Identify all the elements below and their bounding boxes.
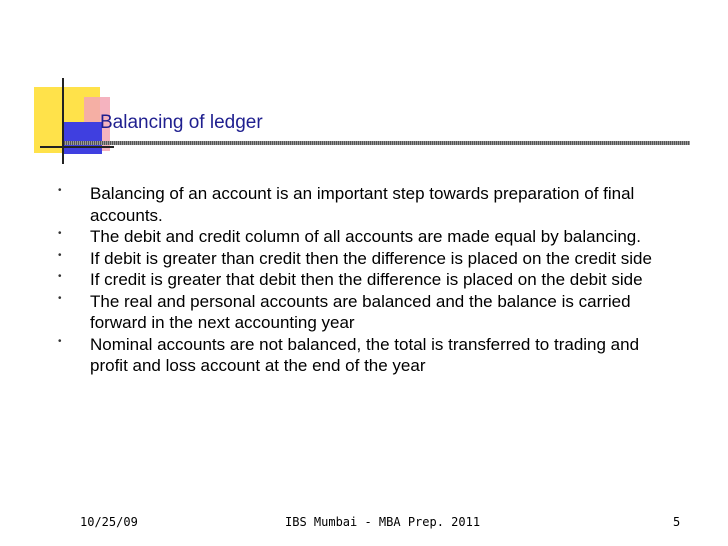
bullet-text: Balancing of an account is an important step towards preparation of final accounts. xyxy=(90,184,635,225)
footer-center-text: IBS Mumbai - MBA Prep. 2011 xyxy=(285,515,481,529)
bullet-dot-icon: • xyxy=(58,249,62,261)
slide-title: Balancing of ledger xyxy=(100,112,263,133)
bullet-text: Nominal accounts are not balanced, the total is transferred to trading and profit and loss account at the end of the year xyxy=(90,334,640,375)
bullet-dot-icon: • xyxy=(58,292,62,304)
decorative-vertical-line xyxy=(62,78,64,164)
bullet-list xyxy=(58,183,678,377)
bullet-item xyxy=(58,291,678,334)
bullet-text: The real and personal accounts are balanced and the balance is carried forward in the next accounting year xyxy=(90,291,631,332)
bullet-dot-icon: • xyxy=(58,185,62,196)
page-number: 5 xyxy=(673,515,681,529)
title-divider xyxy=(64,141,690,145)
bullet-dot-icon: • xyxy=(58,335,62,347)
bullet-dot-icon: • xyxy=(58,271,62,282)
bullet-text: The debit and credit column of all accounts are made equal by balancing. xyxy=(90,227,641,246)
bullet-item xyxy=(58,269,678,291)
bullet-item xyxy=(58,183,678,226)
decorative-blue-square xyxy=(64,122,102,154)
bullet-item xyxy=(58,334,678,377)
bullet-text: If credit is greater that debit then the difference is placed on the debit side xyxy=(90,270,643,289)
bullet-dot-icon: • xyxy=(58,228,62,239)
bullet-item xyxy=(58,226,678,248)
decorative-horizontal-line xyxy=(40,146,114,148)
bullet-text: If debit is greater than credit then the difference is placed on the credit side xyxy=(90,248,652,268)
bullet-item xyxy=(58,248,678,270)
footer-date: 10/25/09 xyxy=(80,515,138,529)
